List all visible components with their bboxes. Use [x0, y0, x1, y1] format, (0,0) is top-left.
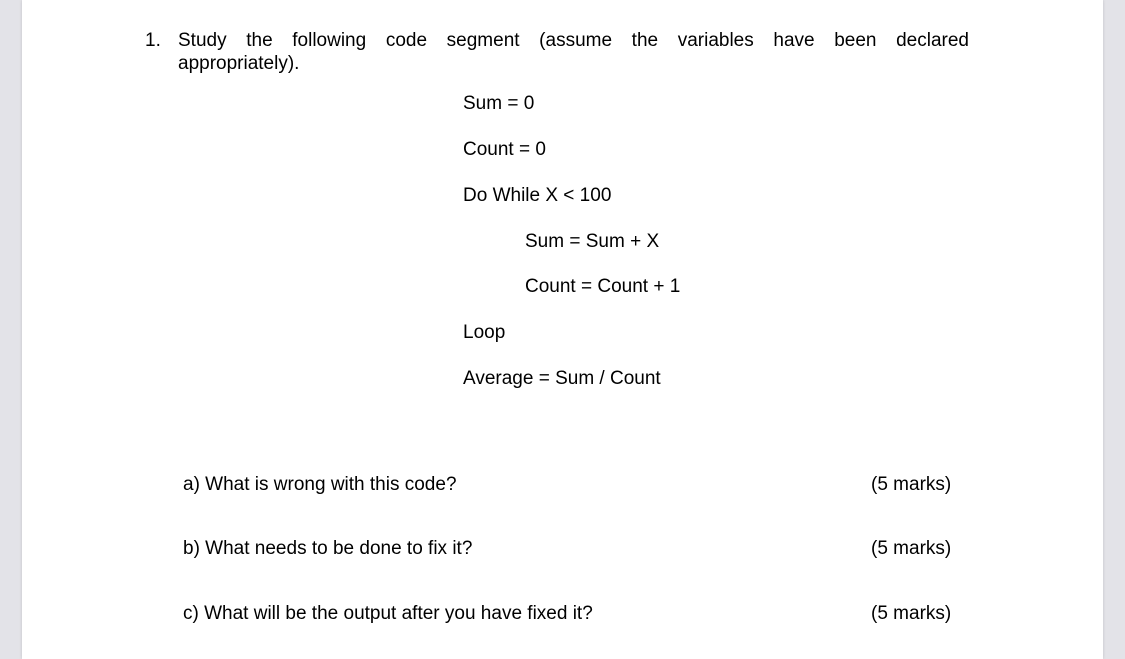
sub-question-a: a) What is wrong with this code?: [183, 474, 457, 495]
code-line-loop: Loop: [463, 322, 506, 343]
sub-question-c: c) What will be the output after you have fixed it?: [183, 603, 593, 624]
code-line-sum-init: Sum = 0: [463, 93, 535, 114]
code-line-average: Average = Sum / Count: [463, 368, 661, 389]
question-number: 1.: [145, 30, 161, 51]
code-line-sum-update: Sum = Sum + X: [525, 231, 660, 252]
sub-question-b: b) What needs to be done to fix it?: [183, 538, 473, 559]
sub-question-a-marks: (5 marks): [871, 474, 952, 495]
sub-question-b-marks: (5 marks): [871, 538, 952, 559]
sub-question-c-marks: (5 marks): [871, 603, 952, 624]
code-line-count-update: Count = Count + 1: [525, 276, 681, 297]
question-text-line-1: Study the following code segment (assume the variables have been declared: [178, 30, 969, 51]
code-line-do-while: Do While X < 100: [463, 185, 612, 206]
code-line-count-init: Count = 0: [463, 139, 546, 160]
document-page: [22, 0, 1103, 659]
question-text-line-2: appropriately).: [178, 53, 300, 74]
